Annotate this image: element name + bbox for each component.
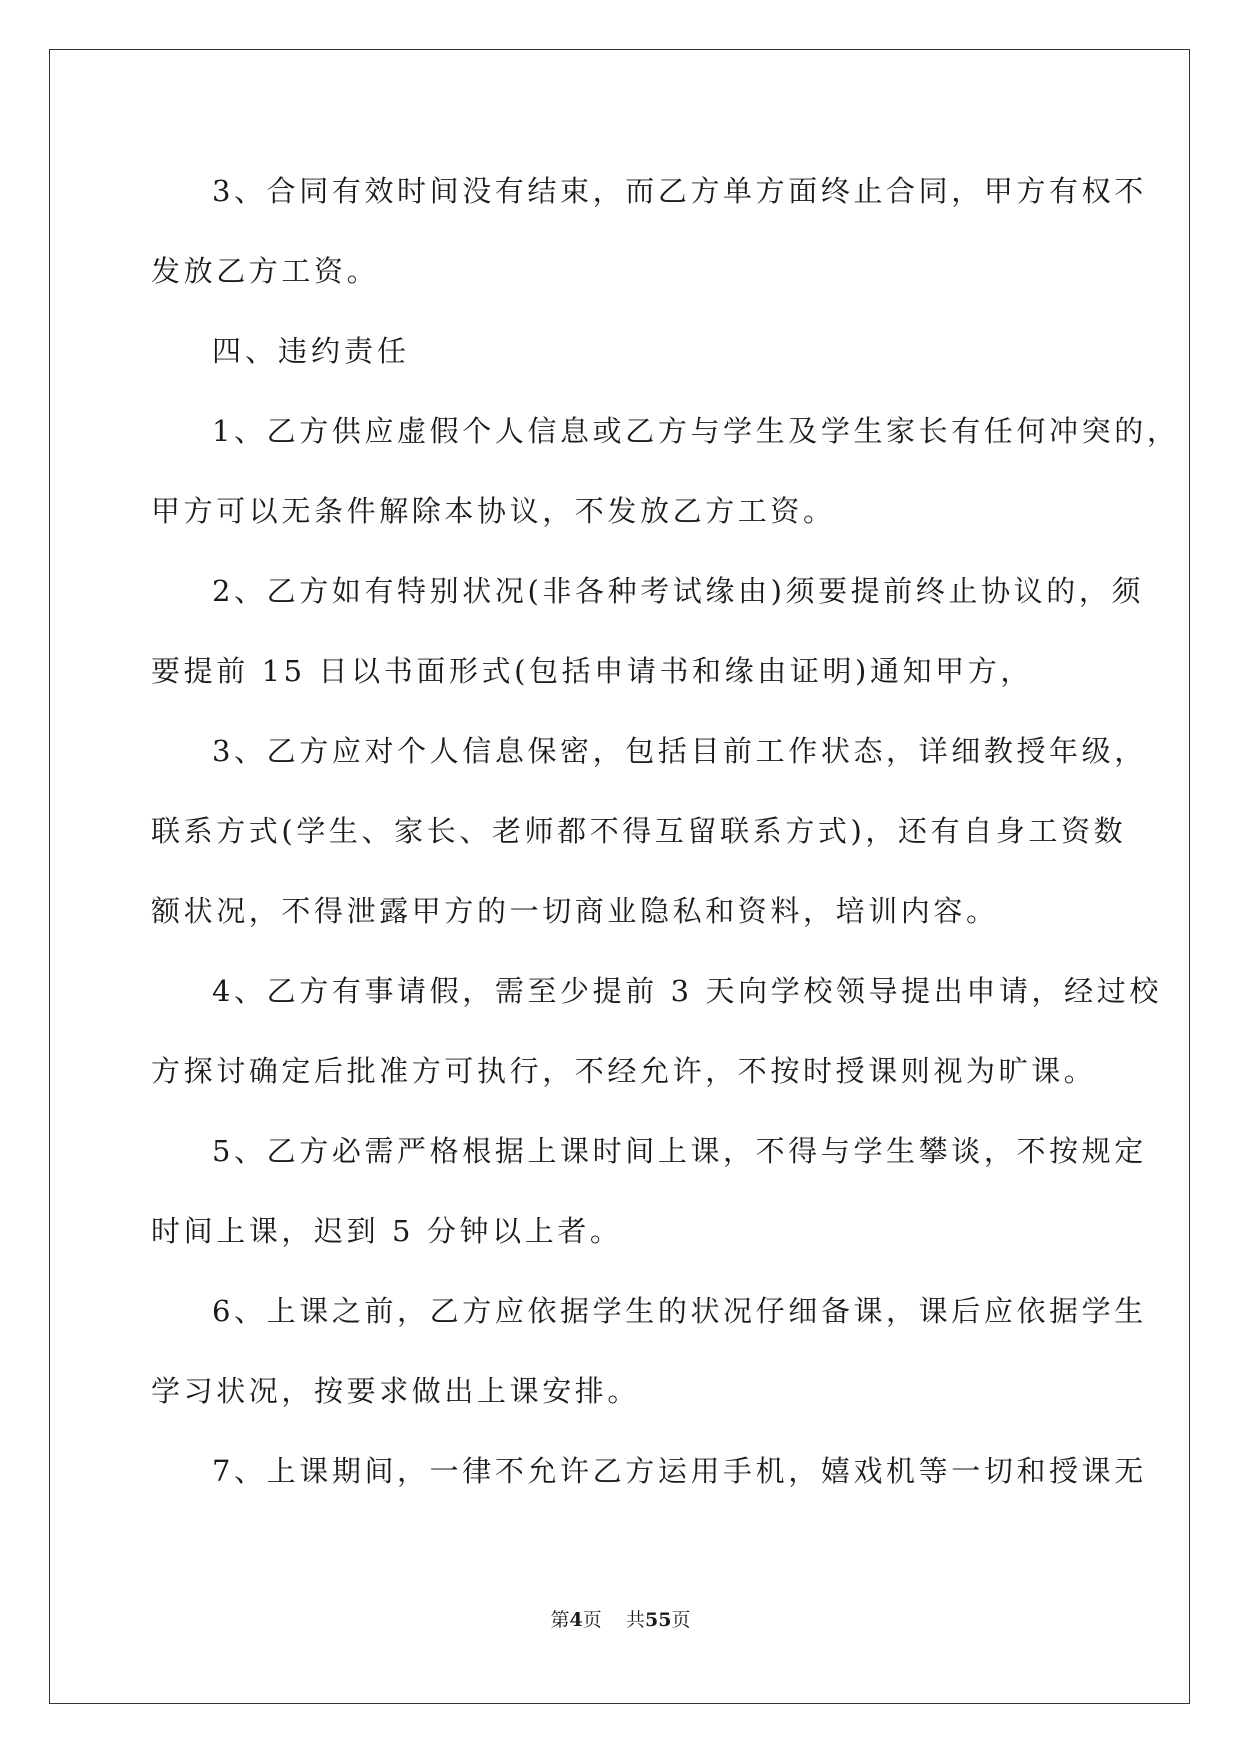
page-footer <box>0 1608 1241 1632</box>
paragraph-line: 3、合同有效时间没有结束，而乙方单方面终止合同，甲方有权不 <box>212 174 1147 208</box>
paragraph-line: 甲方可以无条件解除本协议，不发放乙方工资。 <box>151 494 836 528</box>
total-pages: 55 <box>644 1609 672 1631</box>
paragraph-line: 方探讨确定后批准方可执行，不经允许，不按时授课则视为旷课。 <box>151 1054 1097 1088</box>
paragraph-line: 时间上课，迟到 5 分钟以上者。 <box>151 1214 623 1248</box>
paragraph-line: 联系方式(学生、家长、老师都不得互留联系方式)，还有自身工资数 <box>151 814 1127 848</box>
total-prefix: 共 <box>625 1609 645 1631</box>
paragraph-line: 4、乙方有事请假，需至少提前 3 天向学校领导提出申请，经过校 <box>212 974 1162 1008</box>
paragraph-line: 3、乙方应对个人信息保密，包括目前工作状态，详细教授年级， <box>212 734 1147 768</box>
paragraph-line: 5、乙方必需严格根据上课时间上课，不得与学生攀谈，不按规定 <box>212 1134 1147 1168</box>
page-number: 4 <box>569 1609 583 1631</box>
paragraph-line: 发放乙方工资。 <box>151 254 380 288</box>
paragraph-line: 1、乙方供应虚假个人信息或乙方与学生及学生家长有任何冲突的， <box>212 414 1180 448</box>
paragraph-line: 要提前 15 日以书面形式(包括申请书和缘由证明)通知甲方， <box>151 654 1033 688</box>
paragraph-line: 6、上课之前，乙方应依据学生的状况仔细备课，课后应依据学生 <box>212 1294 1147 1328</box>
total-suffix: 页 <box>671 1609 691 1631</box>
paragraph-line: 额状况，不得泄露甲方的一切商业隐私和资料，培训内容。 <box>151 894 999 928</box>
page-suffix: 页 <box>582 1609 602 1631</box>
paragraph-line: 学习状况，按要求做出上课安排。 <box>151 1374 641 1408</box>
paragraph-line: 2、乙方如有特别状况(非各种考试缘由)须要提前终止协议的，须 <box>212 574 1145 608</box>
section-heading: 四、违约责任 <box>212 334 411 368</box>
page-prefix: 第 <box>550 1609 570 1631</box>
paragraph-line: 7、上课期间，一律不允许乙方运用手机，嬉戏机等一切和授课无 <box>212 1454 1147 1488</box>
